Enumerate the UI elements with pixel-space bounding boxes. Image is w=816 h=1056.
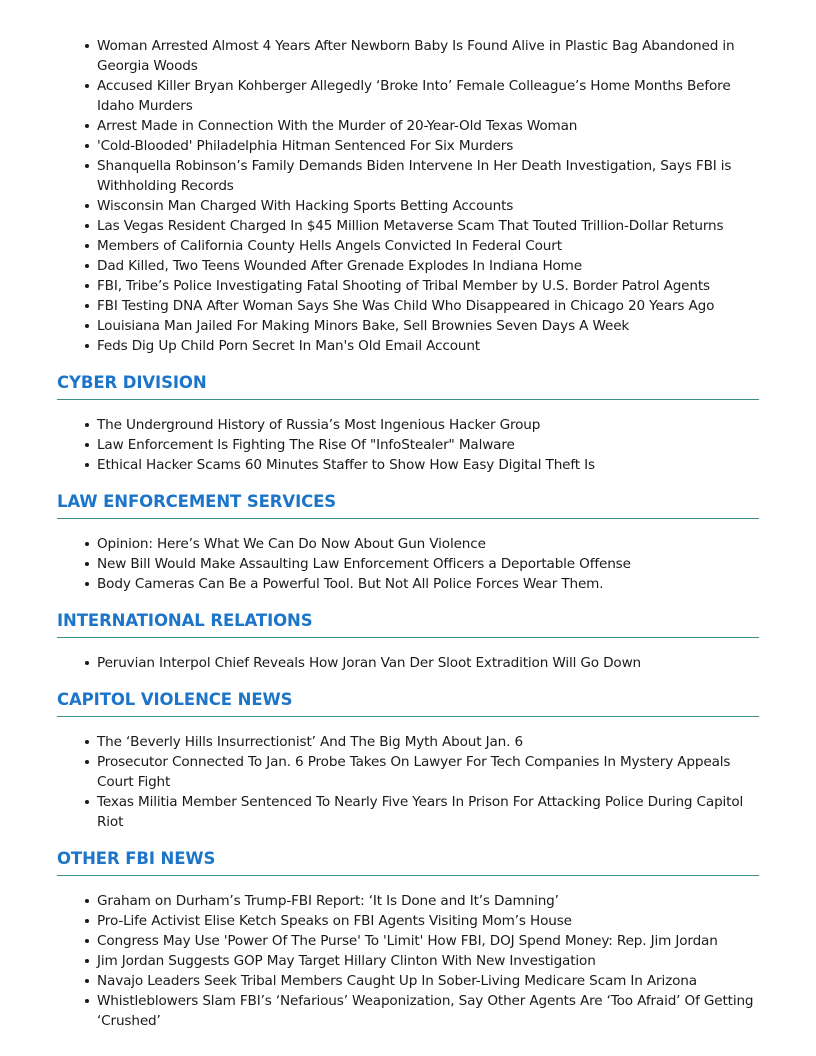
list-item[interactable] xyxy=(97,316,759,336)
list-item[interactable] xyxy=(97,116,759,136)
list-item[interactable] xyxy=(97,891,759,911)
list-item[interactable] xyxy=(97,156,759,196)
news-link[interactable]: Graham on Durham’s Trump-FBI Report: ‘It Is Done and It’s Damning’ xyxy=(97,893,559,909)
news-link[interactable]: Jim Jordan Suggests GOP May Target Hillary Clinton With New Investigation xyxy=(97,953,596,969)
list-item[interactable] xyxy=(97,971,759,991)
news-link[interactable]: Louisiana Man Jailed For Making Minors Bake, Sell Brownies Seven Days A Week xyxy=(97,318,630,334)
news-link[interactable]: FBI Testing DNA After Woman Says She Was Child Who Disappeared in Chicago 20 Years Ago xyxy=(97,298,715,314)
news-link[interactable]: Las Vegas Resident Charged In $45 Million Metaverse Scam That Touted Trillion-Dollar Returns xyxy=(97,218,724,234)
news-link[interactable]: Body Cameras Can Be a Powerful Tool. But Not All Police Forces Wear Them. xyxy=(97,576,604,592)
top-news-list xyxy=(57,36,759,356)
section-law-enforcement-services xyxy=(57,491,759,594)
list-item[interactable] xyxy=(97,911,759,931)
list-item[interactable] xyxy=(97,931,759,951)
section-other-fbi-news xyxy=(57,848,759,1031)
news-link[interactable]: 'Cold-Blooded' Philadelphia Hitman Sentenced For Six Murders xyxy=(97,138,514,154)
list-item[interactable] xyxy=(97,336,759,356)
news-link[interactable]: Congress May Use 'Power Of The Purse' To 'Limit' How FBI, DOJ Spend Money: Rep. Jim Jordan xyxy=(97,933,718,949)
list-item[interactable] xyxy=(97,991,759,1031)
section-cyber-division xyxy=(57,372,759,475)
news-link[interactable]: Navajo Leaders Seek Tribal Members Caught Up In Sober-Living Medicare Scam In Arizona xyxy=(97,973,697,989)
list-item[interactable] xyxy=(97,574,759,594)
section-heading: CYBER DIVISION xyxy=(57,372,759,400)
section-international-relations xyxy=(57,610,759,673)
list-item[interactable] xyxy=(97,256,759,276)
section-list xyxy=(57,534,759,594)
section-list xyxy=(57,653,759,673)
section-capitol-violence-news xyxy=(57,689,759,832)
news-link[interactable]: Wisconsin Man Charged With Hacking Sports Betting Accounts xyxy=(97,198,514,214)
news-link[interactable]: FBI, Tribe’s Police Investigating Fatal Shooting of Tribal Member by U.S. Border Patrol Agents xyxy=(97,278,710,294)
news-link[interactable]: Accused Killer Bryan Kohberger Allegedly ‘Broke Into’ Female Colleague’s Home Months Before Idaho Murders xyxy=(97,78,731,114)
list-item[interactable] xyxy=(97,216,759,236)
section-heading: INTERNATIONAL RELATIONS xyxy=(57,610,759,638)
list-item[interactable] xyxy=(97,276,759,296)
list-item[interactable] xyxy=(97,732,759,752)
list-item[interactable] xyxy=(97,76,759,116)
list-item[interactable] xyxy=(97,296,759,316)
section-list xyxy=(57,891,759,1031)
news-page xyxy=(57,36,759,1031)
list-item[interactable] xyxy=(97,951,759,971)
section-heading: CAPITOL VIOLENCE NEWS xyxy=(57,689,759,717)
list-item[interactable] xyxy=(97,136,759,156)
news-link[interactable]: Members of California County Hells Angels Convicted In Federal Court xyxy=(97,238,562,254)
news-link[interactable]: New Bill Would Make Assaulting Law Enforcement Officers a Deportable Offense xyxy=(97,556,631,572)
list-item[interactable] xyxy=(97,36,759,76)
news-link[interactable]: Arrest Made in Connection With the Murder of 20-Year-Old Texas Woman xyxy=(97,118,578,134)
section-heading: OTHER FBI NEWS xyxy=(57,848,759,876)
news-link[interactable]: Opinion: Here’s What We Can Do Now About Gun Violence xyxy=(97,536,486,552)
news-link[interactable]: Texas Militia Member Sentenced To Nearly Five Years In Prison For Attacking Police During Capitol Riot xyxy=(97,794,744,830)
news-link[interactable]: Peruvian Interpol Chief Reveals How Joran Van Der Sloot Extradition Will Go Down xyxy=(97,655,642,671)
list-item[interactable] xyxy=(97,534,759,554)
list-item[interactable] xyxy=(97,435,759,455)
list-item[interactable] xyxy=(97,196,759,216)
list-item[interactable] xyxy=(97,792,759,832)
news-link[interactable]: Whistleblowers Slam FBI’s ‘Nefarious’ Weaponization, Say Other Agents Are ‘Too Afraid’ Of Getting ‘Crushed’ xyxy=(97,993,754,1029)
section-list xyxy=(57,732,759,832)
news-link[interactable]: Prosecutor Connected To Jan. 6 Probe Takes On Lawyer For Tech Companies In Mystery Appeals Court Fight xyxy=(97,754,731,790)
news-link[interactable]: The ‘Beverly Hills Insurrectionist’ And The Big Myth About Jan. 6 xyxy=(97,734,523,750)
news-link[interactable]: Dad Killed, Two Teens Wounded After Grenade Explodes In Indiana Home xyxy=(97,258,582,274)
list-item[interactable] xyxy=(97,554,759,574)
news-link[interactable]: Shanquella Robinson’s Family Demands Biden Intervene In Her Death Investigation, Says FBI is Withholding Records xyxy=(97,158,732,194)
section-list xyxy=(57,415,759,475)
news-link[interactable]: Feds Dig Up Child Porn Secret In Man's Old Email Account xyxy=(97,338,480,354)
news-link[interactable]: Ethical Hacker Scams 60 Minutes Staffer to Show How Easy Digital Theft Is xyxy=(97,457,595,473)
news-link[interactable]: Law Enforcement Is Fighting The Rise Of "InfoStealer" Malware xyxy=(97,437,515,453)
list-item[interactable] xyxy=(97,415,759,435)
list-item[interactable] xyxy=(97,752,759,792)
list-item[interactable] xyxy=(97,236,759,256)
list-item[interactable] xyxy=(97,455,759,475)
news-link[interactable]: Woman Arrested Almost 4 Years After Newborn Baby Is Found Alive in Plastic Bag Abandoned in Georgia Woods xyxy=(97,38,735,74)
list-item[interactable] xyxy=(97,653,759,673)
news-link[interactable]: Pro-Life Activist Elise Ketch Speaks on FBI Agents Visiting Mom’s House xyxy=(97,913,572,929)
news-link[interactable]: The Underground History of Russia’s Most Ingenious Hacker Group xyxy=(97,417,541,433)
section-heading: LAW ENFORCEMENT SERVICES xyxy=(57,491,759,519)
